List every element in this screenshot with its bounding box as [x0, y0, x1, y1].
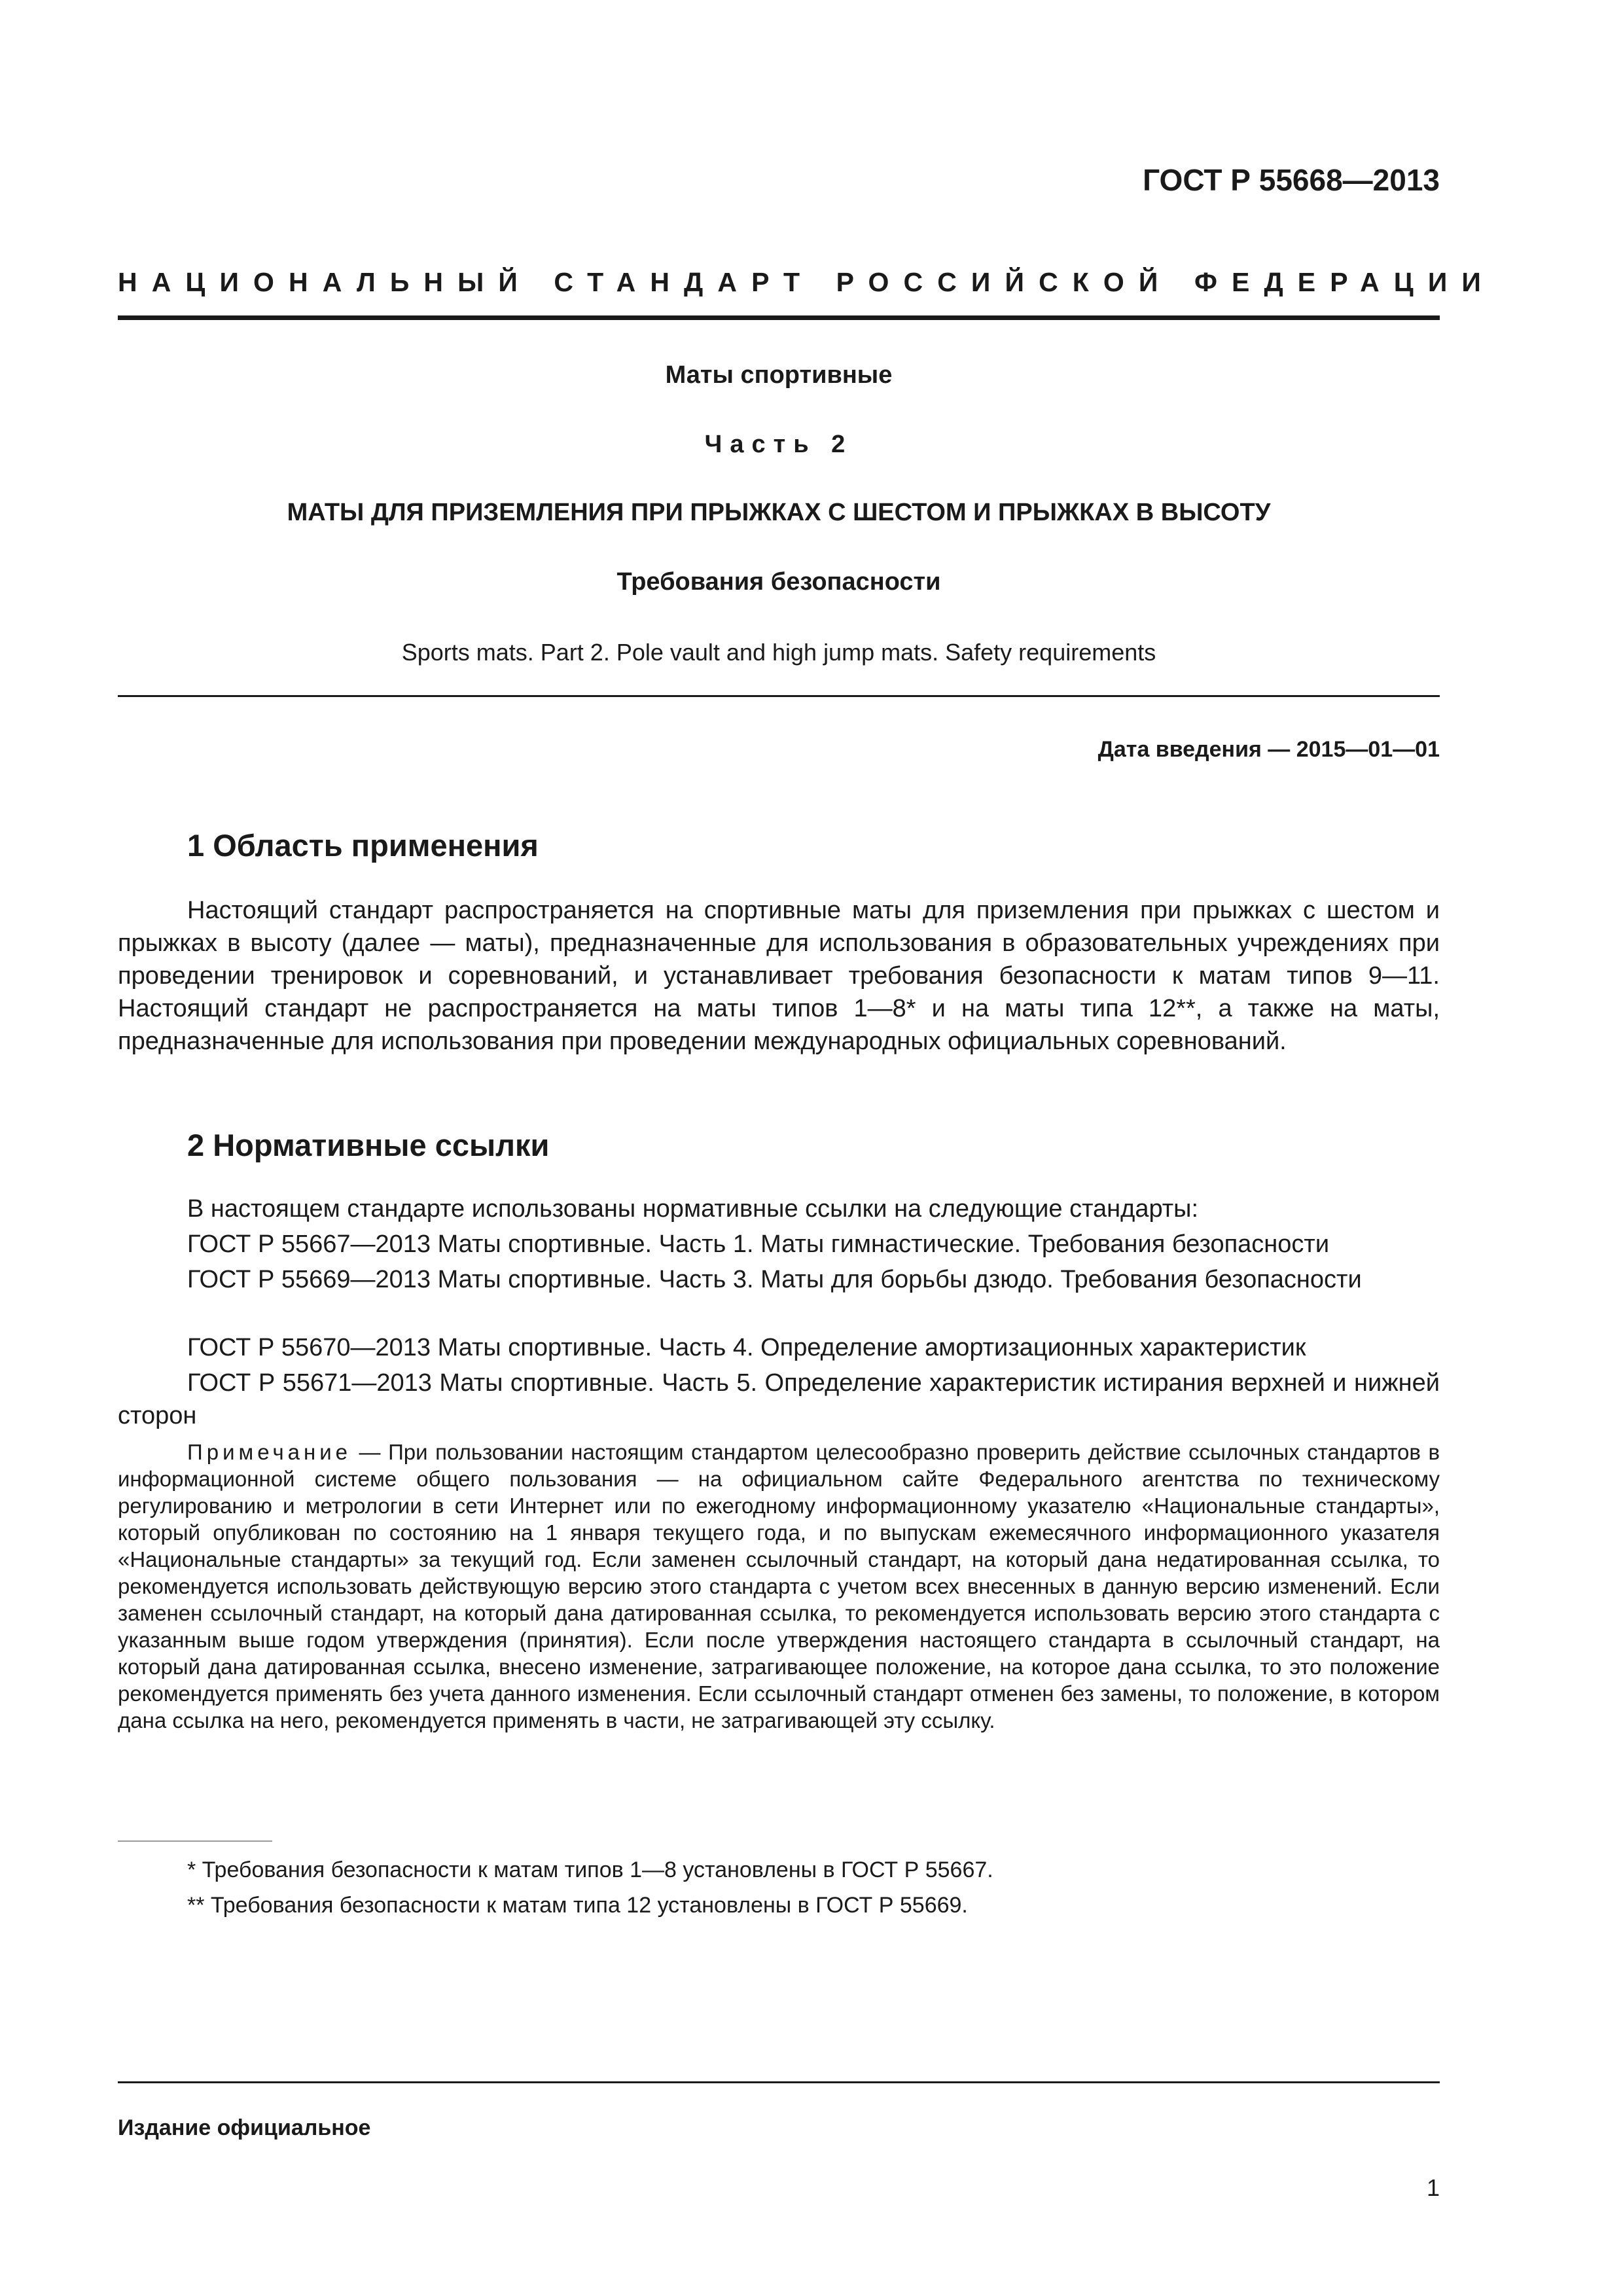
- official-edition-label: Издание официальное: [118, 2115, 371, 2140]
- national-standard-banner: НАЦИОНАЛЬНЫЙ СТАНДАРТ РОССИЙСКОЙ ФЕДЕРАЦИИ: [118, 267, 1495, 297]
- footnote-separator: [118, 1840, 272, 1842]
- section-1-text: Настоящий стандарт распространяется на спортивные маты для приземления при прыжках с шестом и прыжках в высоту (далее — маты), предназначенные для использования в образовательных учреждениях при проведении тренировок и соревнований, и устанавливает требования безопасности к матам типов 9—11. Настоящий стандарт не распространяется на маты типов 1—8* и на маты типа 12**, а также на маты, предназначенные для использования при проведении международных официальных соревнований.: [118, 897, 1440, 1055]
- reference-item: ГОСТ Р 55669—2013 Маты спортивные. Часть 3. Маты для борьбы дзюдо. Требования безопасности: [187, 1266, 1362, 1293]
- title-requirements: Требования безопасности: [616, 568, 941, 596]
- gost-code: ГОСТ Р 55668—2013: [1143, 163, 1440, 197]
- title-rule: [118, 695, 1440, 697]
- reference-item: ГОСТ Р 55667—2013 Маты спортивные. Часть 1. Маты гимнастические. Требования безопасности: [187, 1230, 1330, 1258]
- title-subject: Маты спортивные: [665, 361, 893, 389]
- footnote-item: ** Требования безопасности к матам типа 12 установлены в ГОСТ Р 55669.: [187, 1893, 968, 1918]
- reference-item: ГОСТ Р 55671—2013 Маты спортивные. Часть 5. Определение характеристик истирания верхней и нижней сторон: [118, 1369, 1440, 1429]
- title-part: Часть 2: [704, 431, 853, 458]
- page-number: 1: [1426, 2174, 1440, 2201]
- title-main: МАТЫ ДЛЯ ПРИЗЕМЛЕНИЯ ПРИ ПРЫЖКАХ С ШЕСТОМ И ПРЫЖКАХ В ВЫСОТУ: [287, 499, 1271, 526]
- note-text: — При пользовании настоящим стандартом целесообразно проверить действие ссылочных стандартов в информационной системе общего пользования — на официальном сайте Федерального агентства по техническому регулированию и метрологии в сети Интернет или по ежегодному информационному указателю «Национальные стандарты», который опубликован по состоянию на 1 января текущего года, и по выпускам ежемесячного информационного указателя «Национальные стандарты» за текущий год. Если заменен ссылочный стандарт, на который дана недатированная ссылка, то рекомендуется использовать действующую версию этого стандарта с учетом всех внесенных в данную версию изменений. Если заменен ссылочный стандарт, на который дана датированная ссылка, то рекомендуется использовать версию этого стандарта с указанным выше годом утверждения (принятия). Если после утверждения настоящего стандарта в ссылочный стандарт, на который дана датированная ссылка, внесено изменение, затрагивающее положение, на которое дана ссылка, то это положение рекомендуется применять без учета данного изменения. Если ссылочный стандарт отменен без замены, то положение, в котором дана ссылка на него, рекомендуется применять в части, не затрагивающей эту ссылку.: [118, 1440, 1440, 1732]
- footnote-item: * Требования безопасности к матам типов 1—8 установлены в ГОСТ Р 55667.: [187, 1857, 993, 1882]
- header-rule: [118, 315, 1440, 320]
- section-2-intro: В настоящем стандарте использованы нормативные ссылки на следующие стандарты:: [187, 1195, 1199, 1223]
- title-english: Sports mats. Part 2. Pole vault and high jump mats. Safety requirements: [401, 639, 1156, 666]
- note-label: Примечание: [187, 1440, 352, 1464]
- footer-rule: [118, 2081, 1440, 2083]
- section-1-heading: 1 Область применения: [187, 828, 539, 863]
- note-paragraph: [118, 1439, 1440, 1734]
- date-introduction: Дата введения — 2015—01—01: [1097, 737, 1440, 762]
- reference-item: ГОСТ Р 55670—2013 Маты спортивные. Часть 4. Определение амортизационных характеристик: [187, 1334, 1306, 1361]
- section-2-heading: 2 Нормативные ссылки: [187, 1128, 550, 1162]
